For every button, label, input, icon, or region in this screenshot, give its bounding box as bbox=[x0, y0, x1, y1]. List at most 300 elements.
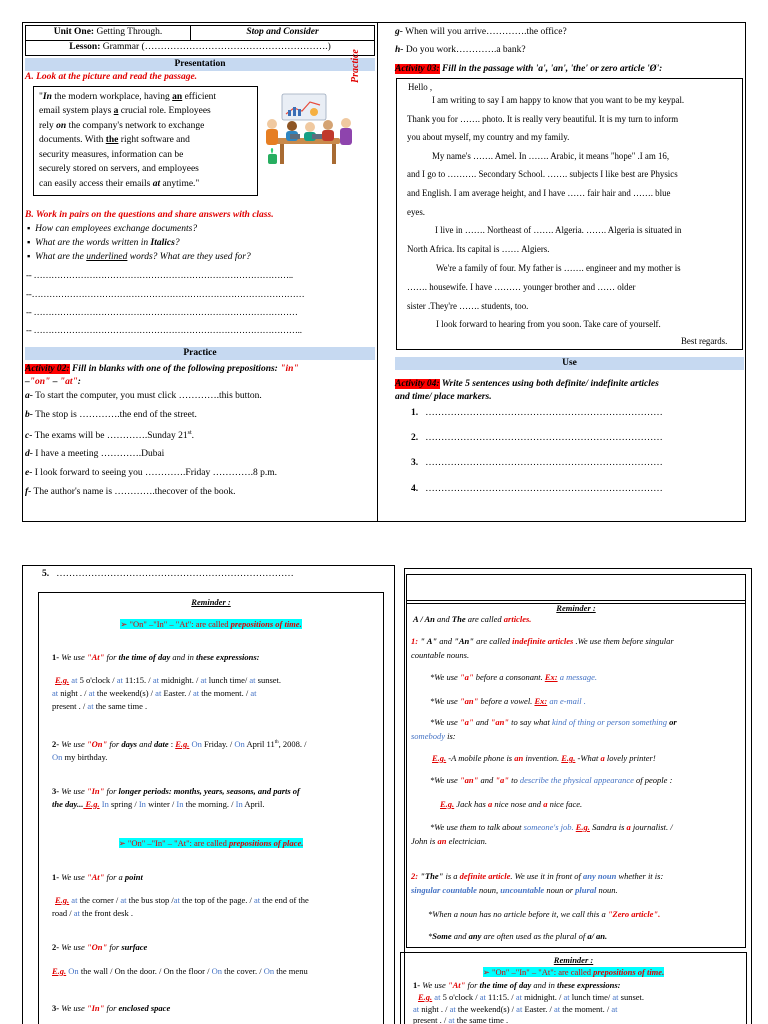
rule-key: "In" bbox=[86, 786, 105, 796]
eg-label: E.g. bbox=[55, 895, 70, 905]
eg-text: the top of the page. / bbox=[179, 895, 255, 905]
letter-signoff: Best regards. bbox=[681, 336, 728, 346]
eg-prep: In bbox=[138, 799, 146, 809]
answer-line-4[interactable]: -- ……………………………………………………………………………….. bbox=[26, 325, 302, 335]
rule-text: and bbox=[437, 636, 455, 646]
rule-text: for bbox=[104, 786, 119, 796]
item-text: The author's name is ………….thecover of the book. bbox=[31, 487, 236, 497]
passage-italic: In bbox=[42, 92, 52, 102]
line-number: 5. bbox=[42, 569, 50, 579]
rule-key: "On" bbox=[86, 942, 108, 952]
rule-text: We use bbox=[422, 980, 448, 990]
rule-text: before a consonant. bbox=[473, 672, 545, 682]
time-rule-1-b-example-2 bbox=[413, 1004, 617, 1015]
activity-04-label: Activity 04: bbox=[395, 379, 440, 389]
eg-text: present . / bbox=[413, 1015, 449, 1024]
rule-text: *We use bbox=[430, 775, 460, 785]
eg-label: E.g. bbox=[83, 799, 100, 809]
time-rule-1-b-example-3 bbox=[413, 1015, 508, 1024]
reminder-title-2: Reminder : bbox=[553, 955, 594, 965]
rule-text: and bbox=[136, 739, 154, 749]
eg-prep: at bbox=[152, 675, 159, 685]
passage-text: anytime." bbox=[160, 178, 200, 189]
rule-text: noun, bbox=[476, 885, 501, 895]
sentence-line-2[interactable] bbox=[411, 433, 663, 445]
rule-key: these expressions: bbox=[556, 980, 621, 990]
time-rule-1 bbox=[52, 652, 260, 663]
rule-text: to bbox=[509, 775, 520, 785]
rule-highlight: someone's job. bbox=[523, 822, 574, 832]
activity-04-text: Write 5 sentences using both definite/ indefinite articles bbox=[439, 379, 659, 389]
articles-rule-an bbox=[430, 696, 586, 707]
practice-item-f bbox=[25, 487, 236, 499]
rule-num: 2- bbox=[52, 739, 62, 749]
time-prepositions-heading bbox=[38, 619, 384, 630]
item-text: I look forward to seeing you ………….Friday ………….8 p.m. bbox=[32, 468, 277, 478]
eg-prep: On bbox=[52, 752, 63, 762]
eg-prep: at bbox=[254, 895, 261, 905]
letter-line: I look forward to hearing from you soon. Take care of yourself. bbox=[436, 319, 661, 329]
passage-text: right software and bbox=[118, 135, 190, 146]
rule-text: *We use them to talk about bbox=[430, 822, 524, 832]
item-letter: c- bbox=[25, 431, 33, 442]
rule-key: "an" bbox=[490, 717, 510, 727]
question-bold: Italics bbox=[150, 238, 175, 248]
line-number: 3. bbox=[411, 458, 419, 468]
lesson-value: Grammar (………………………………………………….) bbox=[100, 41, 331, 52]
intro-text: and bbox=[434, 614, 452, 624]
passage-text: efficient bbox=[182, 92, 217, 102]
eg-prep: at bbox=[52, 688, 59, 698]
articles-rule-job bbox=[430, 822, 673, 833]
eg-label: E.g. bbox=[575, 822, 590, 832]
column-divider bbox=[377, 22, 378, 522]
letter-line: I am writing to say I am happy to know that you want to be my keypal. bbox=[432, 95, 685, 105]
practice-item-a bbox=[25, 391, 262, 403]
eg-label: E.g. bbox=[418, 992, 433, 1002]
eg-label: E.g. bbox=[175, 739, 190, 749]
articles-rule-2 bbox=[411, 871, 663, 882]
rule-text: We use bbox=[61, 786, 87, 796]
line-number: 2. bbox=[411, 433, 419, 443]
activity-03-label: Activity 03: bbox=[395, 64, 440, 74]
passage-text: the modern workplace, having bbox=[51, 92, 173, 102]
activity-04-heading-cont: and time/ place markers. bbox=[395, 392, 492, 402]
rule-key: any bbox=[468, 931, 482, 941]
item-letter: f- bbox=[25, 487, 32, 497]
eg-text: -A mobile phone is bbox=[446, 753, 515, 763]
item-text: When will you arrive………….the office? bbox=[402, 27, 567, 37]
passage-line-4 bbox=[39, 133, 252, 147]
eg-text: sunset. bbox=[255, 675, 282, 685]
eg-prep: at bbox=[449, 1004, 456, 1014]
rule-key: a/ an. bbox=[587, 931, 608, 941]
eg-text: nice nose and bbox=[492, 799, 544, 809]
unit-value: Getting Through. bbox=[94, 27, 163, 37]
articles-rule-kind-line2 bbox=[411, 731, 456, 742]
rule-key: "On" bbox=[86, 739, 108, 749]
rule-text: .We use them before singular bbox=[573, 636, 674, 646]
eg-prep: In bbox=[235, 799, 243, 809]
place-rule-1 bbox=[52, 872, 143, 883]
sentence-line-4[interactable] bbox=[411, 484, 663, 496]
eg-prep: at bbox=[173, 895, 180, 905]
time-rule-2 bbox=[52, 739, 307, 750]
eg-sup: th bbox=[274, 740, 279, 746]
question-2: ▪ What are the words written in Italics? bbox=[27, 238, 180, 248]
eg-text: the end of the bbox=[260, 895, 309, 905]
question-text: words? What are they used for? bbox=[129, 252, 251, 262]
eg-article: a bbox=[600, 753, 605, 763]
rule-text: : bbox=[168, 739, 176, 749]
answer-line-1[interactable]: -- …………………………………………………………………………….. bbox=[26, 270, 293, 280]
rule-key: "The" bbox=[420, 871, 444, 881]
passage-line-7 bbox=[39, 177, 252, 191]
eg-prep: at bbox=[192, 688, 200, 698]
question-text: What are the words written in bbox=[35, 238, 151, 248]
sentence-line-5[interactable] bbox=[42, 569, 294, 581]
item-letter: g- bbox=[395, 27, 403, 37]
letter-line: We're a family of four. My father is ……. engineer and my mother is bbox=[436, 263, 681, 273]
letter-line: eyes. bbox=[407, 207, 425, 217]
section-a-text: A. Look at the picture and read the passage. bbox=[25, 72, 198, 82]
section-b-text: B. Work in pairs on the questions and share answers with class. bbox=[25, 210, 274, 220]
place-rule-1-example bbox=[55, 895, 309, 906]
reading-passage bbox=[33, 86, 258, 196]
letter-line: ……. housewife. I have ……… younger brother and …… older bbox=[407, 282, 636, 292]
rule-highlight: any noun bbox=[583, 871, 617, 881]
rule-highlight: singular countable bbox=[411, 885, 477, 895]
rule-key: these expressions: bbox=[195, 652, 260, 662]
rule-text: for bbox=[107, 942, 122, 952]
heading-text: ➢ "On" –"In" – "At": are called bbox=[118, 838, 229, 848]
passage-line-2 bbox=[39, 104, 252, 118]
eg-text: the bus stop / bbox=[126, 895, 174, 905]
eg-prep: at bbox=[116, 675, 123, 685]
rule-text: and bbox=[478, 775, 496, 785]
rule-key: "At" bbox=[86, 872, 105, 882]
separator: : bbox=[77, 377, 81, 387]
passage-text: email system plays bbox=[39, 106, 114, 117]
rule-text: are often used as the plural of bbox=[481, 931, 588, 941]
activity-03-text: Fill in the passage with 'a', 'an', 'the' or zero article 'Ø': bbox=[439, 64, 663, 74]
eg-text: journalist. / bbox=[630, 822, 673, 832]
line-number: 1. bbox=[411, 408, 419, 418]
eg-text: April. bbox=[242, 799, 265, 809]
rule-text: for bbox=[104, 1003, 119, 1013]
question-text: How can employees exchange documents? bbox=[35, 224, 198, 234]
rule-key: days bbox=[121, 739, 137, 749]
passage-line-5: security measures, information can be bbox=[39, 149, 184, 160]
rule-highlight: somebody bbox=[411, 731, 445, 741]
rule-key: Some bbox=[432, 931, 452, 941]
time-rule-3-line2 bbox=[52, 799, 265, 810]
rule-key: longer periods: months, years, seasons, and parts of bbox=[118, 786, 300, 796]
eg-text: my birthday. bbox=[62, 752, 108, 762]
question-text: ? bbox=[174, 238, 180, 248]
office-meeting-illustration bbox=[262, 90, 354, 170]
section-b-heading bbox=[25, 210, 274, 222]
eg-label: Ex: bbox=[534, 696, 548, 706]
blank-dots: ………………………………………………………………… bbox=[425, 484, 663, 494]
heading-text: ➢ "On" –"In" – "At": are called bbox=[482, 967, 594, 977]
passage-italic: at bbox=[152, 178, 161, 189]
letter-line: sister .They're ……. students, too. bbox=[407, 301, 529, 311]
practice-item-h bbox=[395, 45, 526, 57]
blank-dots: ………………………………………………………………… bbox=[425, 458, 663, 468]
blank-dots: ………………………………………………………………… bbox=[425, 433, 663, 443]
intro-highlight: articles. bbox=[503, 614, 532, 624]
sentence-line-1[interactable] bbox=[411, 408, 663, 420]
rule-text: before a vowel. bbox=[478, 696, 535, 706]
articles-intro bbox=[413, 614, 531, 625]
eg-text: nice face. bbox=[547, 799, 583, 809]
articles-rule-1-line2: countable nouns. bbox=[411, 650, 470, 660]
eg-article: a bbox=[543, 799, 548, 809]
activity-04-heading bbox=[395, 379, 659, 391]
eg-prep: at bbox=[120, 895, 127, 905]
rule-text: We use bbox=[61, 942, 87, 952]
blank-dots: ………………………………………………………………… bbox=[425, 408, 663, 418]
rule-text: noun or bbox=[544, 885, 576, 895]
intro-text: The bbox=[451, 614, 466, 624]
eg-text: April 11 bbox=[244, 739, 275, 749]
intro-text: are called bbox=[465, 614, 504, 624]
eg-prep: at bbox=[612, 992, 619, 1002]
rule-key: "a" bbox=[459, 672, 474, 682]
time-rule-1-b bbox=[413, 980, 621, 991]
eg-label: E.g. bbox=[561, 753, 576, 763]
eg-text: the moment. / bbox=[199, 688, 251, 698]
sentence-line-3[interactable] bbox=[411, 458, 663, 470]
articles-rule-job-line2 bbox=[411, 836, 487, 847]
separator: – bbox=[25, 377, 30, 387]
eg-text: winter / bbox=[145, 799, 177, 809]
eg-prep: On bbox=[211, 966, 222, 976]
rule-key: or bbox=[667, 717, 677, 727]
eg-text: lunch time/ bbox=[206, 675, 250, 685]
presentation-bar: Presentation bbox=[25, 58, 375, 71]
stop-cell bbox=[191, 26, 375, 41]
place-prepositions-heading bbox=[38, 838, 384, 849]
rule-key: the time of day bbox=[479, 980, 532, 990]
blank-dots: ………………………………………………………………… bbox=[56, 569, 294, 579]
rule-num: 3- bbox=[52, 1003, 62, 1013]
eg-prep: at bbox=[611, 1004, 618, 1014]
rule-text: and bbox=[451, 931, 469, 941]
item-text: To start the computer, you must click ………….this button. bbox=[32, 391, 262, 401]
rule-text: for bbox=[107, 739, 122, 749]
rule-text: We use bbox=[61, 652, 87, 662]
answer-line-3[interactable]: -- ……………………………………………………………………………… bbox=[26, 307, 298, 317]
rule-text: and in bbox=[531, 980, 557, 990]
time-rule-1-example-2 bbox=[52, 688, 256, 699]
passage-text: the company's network to exchange bbox=[66, 120, 205, 131]
item-text: . bbox=[191, 431, 195, 442]
rule-highlight: describe the physical appearance bbox=[519, 775, 634, 785]
practice-bar: Practice bbox=[25, 347, 375, 360]
rule-key: "a" bbox=[495, 775, 510, 785]
activity-02-heading bbox=[25, 364, 299, 376]
item-letter: e- bbox=[25, 468, 33, 478]
rule-highlight: definite article bbox=[459, 871, 511, 881]
eg-prep: at bbox=[553, 1004, 561, 1014]
passage-text: documents. With bbox=[39, 135, 106, 146]
articles-rule-appearance bbox=[430, 775, 672, 786]
practice-item-b bbox=[25, 410, 197, 422]
eg-text: the menu bbox=[274, 966, 308, 976]
rule-key: point bbox=[124, 872, 143, 882]
reminder-title: Reminder : bbox=[191, 597, 231, 607]
stop-consider-label: Stop and Consider bbox=[246, 27, 319, 37]
eg-text: night . / bbox=[419, 1004, 450, 1014]
rule-num: 2- bbox=[52, 942, 62, 952]
passage-line-1 bbox=[39, 90, 252, 104]
eg-article: a bbox=[487, 799, 493, 809]
practice-item-g bbox=[395, 27, 567, 39]
rule-text: and bbox=[473, 717, 491, 727]
practice-item-d bbox=[25, 449, 164, 461]
eg-label: E.g. bbox=[432, 753, 447, 763]
passage-underlined: a bbox=[113, 106, 119, 117]
rule-key: "An" bbox=[454, 636, 474, 646]
rule-key: the day... bbox=[52, 799, 84, 809]
eg-text: the weekend(s) / bbox=[455, 1004, 517, 1014]
place-rule-2-example bbox=[52, 966, 308, 977]
eg-prep: at bbox=[88, 688, 95, 698]
rule-text: for bbox=[104, 652, 119, 662]
eg-text: 5 o'clock / bbox=[442, 992, 480, 1002]
eg-text: the same time . bbox=[93, 701, 148, 711]
eg-text: a message. bbox=[557, 672, 598, 682]
articles-zero-article bbox=[428, 909, 660, 920]
eg-prep: at bbox=[87, 701, 94, 711]
question-1: ▪ How can employees exchange documents? bbox=[27, 224, 198, 234]
rule-key: enclosed space bbox=[118, 1003, 171, 1013]
rule-highlight: "Zero article". bbox=[607, 909, 661, 919]
prep-on: "on" bbox=[29, 377, 51, 387]
articles-rule-1 bbox=[411, 636, 674, 647]
place-rule-1-example-2 bbox=[52, 908, 133, 919]
eg-text: Easter. / bbox=[522, 1004, 554, 1014]
eg-text: lovely printer! bbox=[604, 753, 656, 763]
passage-underlined: an bbox=[172, 92, 183, 102]
rule-key: "an" bbox=[459, 696, 479, 706]
rule-key: date bbox=[153, 739, 169, 749]
passage-line-3 bbox=[39, 119, 252, 133]
letter-line: North Africa. Its capital is …… Algiers. bbox=[407, 244, 550, 254]
eg-prep: at bbox=[155, 688, 162, 698]
eg-prep: at bbox=[73, 908, 80, 918]
eg-text: the morning. / bbox=[183, 799, 236, 809]
answer-line-2[interactable]: --………………………………………………………………………………… bbox=[26, 289, 305, 299]
eg-label: Ex: bbox=[544, 672, 558, 682]
eg-prep: In bbox=[176, 799, 184, 809]
rule-text: We use bbox=[61, 872, 87, 882]
practice-item-c bbox=[25, 430, 194, 443]
rule-text: *We use bbox=[430, 717, 460, 727]
rule-key: "an" bbox=[459, 775, 479, 785]
eg-text: the front desk . bbox=[79, 908, 133, 918]
rule-text: whether it is: bbox=[616, 871, 664, 881]
rule-num: 1- bbox=[52, 872, 62, 882]
rule-text: of people : bbox=[633, 775, 673, 785]
rule-text: and in bbox=[170, 652, 196, 662]
passage-text: rely bbox=[39, 120, 57, 131]
time-rule-1-example-3 bbox=[52, 701, 147, 712]
eg-text: the corner / bbox=[77, 895, 121, 905]
practice-vertical-label: Practice bbox=[350, 49, 361, 83]
eg-prep: On bbox=[234, 739, 245, 749]
eg-text: Friday. / bbox=[201, 739, 235, 749]
item-letter: h- bbox=[395, 45, 404, 55]
rule-num: 2: bbox=[411, 871, 421, 881]
item-text: I have a meeting ………….Dubai bbox=[32, 449, 165, 459]
rule-key: "At" bbox=[86, 652, 105, 662]
eg-prep: at bbox=[249, 675, 256, 685]
eg-prep: at bbox=[200, 675, 207, 685]
rule-key: "a" bbox=[459, 717, 474, 727]
articles-reminder-title: Reminder : bbox=[556, 603, 596, 613]
letter-line: and English. I am average height, and I have …… fair hair and ……. blue bbox=[407, 188, 671, 198]
eg-prep: at bbox=[413, 1004, 420, 1014]
passage-text: " bbox=[39, 92, 43, 102]
heading-highlight: prepositions of place. bbox=[228, 838, 304, 848]
item-letter: a- bbox=[25, 391, 33, 401]
rule-num: 1- bbox=[52, 652, 62, 662]
eg-text: 11:15. / bbox=[485, 992, 516, 1002]
eg-text: an e-mail . bbox=[547, 696, 586, 706]
rule-text: for bbox=[465, 980, 480, 990]
activity-03-heading bbox=[395, 64, 662, 76]
question-3: ▪ What are the underlined words? What are they used for? bbox=[27, 252, 251, 262]
place-rule-2 bbox=[52, 942, 147, 953]
eg-text: present . / bbox=[52, 701, 88, 711]
passage-text: can easily access their emails bbox=[39, 178, 153, 189]
use-bar: Use bbox=[395, 357, 744, 370]
line-number: 4. bbox=[411, 484, 419, 494]
separator: – bbox=[50, 377, 60, 387]
question-text: What are the bbox=[35, 252, 87, 262]
activity-02-heading-cont bbox=[25, 377, 81, 389]
eg-prep: at bbox=[69, 675, 80, 685]
item-sup: st bbox=[187, 430, 192, 436]
rule-num: 1- bbox=[413, 980, 423, 990]
eg-text: Easter. / bbox=[161, 688, 193, 698]
item-text: Do you work………….a bank? bbox=[403, 45, 526, 55]
question-underlined: underlined bbox=[86, 252, 128, 262]
eg-label: E.g. bbox=[52, 966, 67, 976]
eg-text: midnight. / bbox=[158, 675, 201, 685]
rule-text: is: bbox=[445, 731, 456, 741]
rule-key: " A" bbox=[420, 636, 438, 646]
rule-text: *We use bbox=[430, 672, 460, 682]
eg-prep: On bbox=[189, 739, 202, 749]
rule-num: 1: bbox=[411, 636, 421, 646]
eg-text: 5 o'clock / bbox=[79, 675, 117, 685]
time-prepositions-heading-2 bbox=[400, 967, 747, 978]
rule-text: to say what bbox=[509, 717, 553, 727]
activity-02-label: Activity 02: bbox=[25, 364, 70, 374]
eg-text: the same time . bbox=[454, 1015, 509, 1024]
rule-text: are called bbox=[473, 636, 513, 646]
eg-text: midnight. / bbox=[521, 992, 564, 1002]
passage-italic: on bbox=[56, 120, 67, 131]
rule-text: for a bbox=[104, 872, 125, 882]
rule-highlight: plural bbox=[575, 885, 597, 895]
eg-prep: at bbox=[515, 992, 522, 1002]
passage-line-6: securely stored on servers, and employees bbox=[39, 164, 199, 175]
